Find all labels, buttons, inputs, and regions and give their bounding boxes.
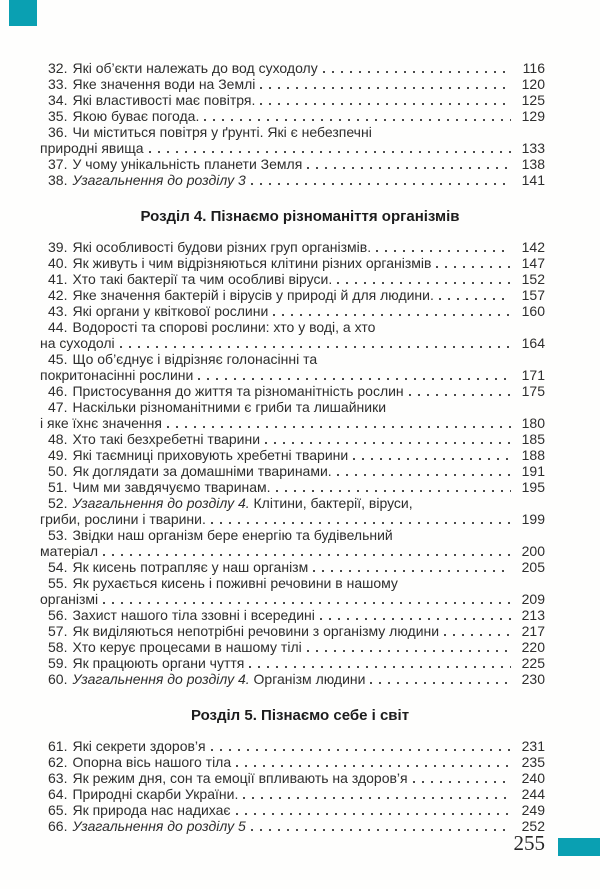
entry-number: 52. (48, 495, 68, 511)
entry-number: 46. (48, 383, 68, 399)
entry-title: Узагальнення до розділу 5 (72, 818, 246, 834)
dot-leader (307, 167, 511, 169)
entry-title: Які секрети здоров’я (72, 738, 206, 754)
toc-entry-line (40, 786, 545, 802)
entry-title: Хто такі бактерії та чим особливі віруси. (72, 271, 333, 287)
entry-title: і яке їхнє значення (40, 415, 162, 431)
dot-leader (273, 314, 511, 316)
entry-title: Які органи у квіткової рослини (72, 303, 269, 319)
toc-entry-line (40, 591, 545, 607)
toc-entry-line (40, 335, 545, 351)
entry-title: гриби, рослини і тварини. (40, 511, 206, 527)
dot-leader (337, 474, 511, 476)
dot-leader (307, 650, 511, 652)
entry-page-ref: 147 (521, 255, 545, 271)
page-number: 255 (513, 831, 545, 855)
entry-title: Як доглядати за домашніми тваринами. (72, 463, 332, 479)
toc-entry-line (40, 271, 545, 287)
dot-leader (353, 458, 511, 460)
entry-title: Які особливості будови різних груп організмів. (72, 239, 372, 255)
entry-number: 38. (48, 172, 68, 188)
entry-title: Як рухається кисень і поживні речовини в нашому (72, 575, 398, 591)
dot-leader (323, 71, 511, 73)
entry-title: Якою буває погода. (72, 108, 200, 124)
entry-page-ref: 230 (521, 671, 545, 687)
entry-page-ref: 249 (521, 802, 545, 818)
toc-entry-line (40, 76, 545, 92)
entry-number: 55. (48, 575, 68, 591)
entry-page-ref: 200 (521, 543, 545, 559)
entry-number: 54. (48, 559, 68, 575)
dot-leader (251, 829, 511, 831)
entry-page-ref: 188 (521, 447, 545, 463)
entry-page-ref: 244 (521, 786, 545, 802)
entry-page-ref: 171 (521, 367, 545, 383)
toc-entry-line (40, 655, 545, 671)
dot-leader (439, 298, 511, 300)
entry-title: матеріал (40, 543, 98, 559)
entry-page-ref: 180 (521, 415, 545, 431)
entry-number: 61. (48, 738, 68, 754)
entry-page-ref: 209 (521, 591, 545, 607)
dot-leader (120, 346, 511, 348)
entry-title: Природні скарби України. (72, 786, 239, 802)
toc-entry-line (40, 92, 545, 108)
toc-entry-line (40, 239, 545, 255)
dot-leader (413, 781, 511, 783)
entry-number: 42. (48, 287, 68, 303)
entry-title: Звідки наш організм бере енергію та будівельний (72, 527, 393, 543)
entry-number: 44. (48, 319, 68, 335)
entry-title: Узагальнення до розділу 4. Клітини, бактерії, віруси, (72, 495, 413, 511)
entry-number: 32. (48, 60, 68, 76)
entry-page-ref: 116 (522, 60, 545, 76)
entry-page-ref: 185 (521, 431, 545, 447)
entry-page-ref: 199 (521, 511, 545, 527)
entry-page-ref: 142 (521, 239, 545, 255)
entry-title: Яке значення води на Землі (72, 76, 256, 92)
entry-number: 64. (48, 786, 68, 802)
entry-number: 41. (48, 271, 68, 287)
entry-page-ref: 217 (521, 623, 545, 639)
entry-number: 51. (48, 479, 68, 495)
entry-title: Опорна вісь нашого тіла (72, 754, 232, 770)
dot-leader (204, 119, 511, 121)
dot-leader (444, 634, 511, 636)
entry-page-ref: 220 (521, 639, 545, 655)
entry-title: Наскільки різноманітними є гриби та лишайники (72, 399, 387, 415)
entry-page-ref: 141 (521, 172, 545, 188)
entry-page-ref: 120 (521, 76, 545, 92)
section-heading: Розділ 4. Пізнаємо різноманіття організмів (140, 208, 460, 225)
toc-entry-line (40, 527, 545, 543)
entry-title: Узагальнення до розділу 3 (72, 172, 246, 188)
toc-entry-line (40, 399, 545, 415)
entry-page-ref: 152 (521, 271, 545, 287)
dot-leader (103, 554, 511, 556)
entry-title: Хто такі безхребетні тварини (72, 431, 261, 447)
entry-title: Як кисень потрапляє у наш організм (72, 559, 309, 575)
dot-leader (211, 522, 511, 524)
entry-title: Як працюють органи чуття (72, 655, 245, 671)
entry-number: 58. (48, 639, 68, 655)
dot-leader (436, 266, 511, 268)
toc-entry-line (40, 303, 545, 319)
toc-entry-line (40, 431, 545, 447)
entry-number: 43. (48, 303, 68, 319)
entry-title: Хто керує процесами в нашому тілі (72, 639, 302, 655)
entry-page-ref: 225 (521, 655, 545, 671)
dot-leader (276, 490, 511, 492)
dot-leader (236, 813, 511, 815)
dot-leader (260, 103, 511, 105)
entry-page-ref: 175 (521, 383, 545, 399)
dot-leader (260, 87, 511, 89)
entry-number: 48. (48, 431, 68, 447)
toc-entry-line (40, 770, 545, 786)
toc-entry-line (40, 738, 545, 754)
entry-title: Що об’єднує і відрізняє голонасінні та (72, 351, 318, 367)
entry-title: природні явища (40, 140, 144, 156)
toc-entry-line (40, 559, 545, 575)
toc-entry-line (40, 351, 545, 367)
entry-title: Водорості та спорові рослини: хто у воді, а хто (72, 319, 376, 335)
dot-leader (103, 602, 511, 604)
dot-leader (236, 765, 511, 767)
entry-title: Захист нашого тіла ззовні і всередині (72, 607, 315, 623)
entry-page-ref: 138 (521, 156, 545, 172)
toc-entry-line (40, 511, 545, 527)
entry-number: 57. (48, 623, 68, 639)
toc-entry-line (40, 156, 545, 172)
toc-entry-line (40, 415, 545, 431)
dot-leader (409, 394, 511, 396)
entry-title: Які об’єкти належать до вод суходолу (72, 60, 318, 76)
toc-entry-line (40, 287, 545, 303)
dot-leader (198, 378, 511, 380)
entry-page-ref: 240 (521, 770, 545, 786)
entry-title: Як режим дня, сон та емоції впливають на здоров’я (72, 770, 408, 786)
dot-leader (376, 250, 511, 252)
entry-number: 60. (48, 671, 68, 687)
toc-entry-line (40, 543, 545, 559)
footer-accent-bar (558, 838, 600, 856)
entry-title: покритонасінні рослини (40, 367, 194, 383)
toc-entry-line (40, 607, 545, 623)
toc-entry-line (40, 639, 545, 655)
toc-entry-line (40, 802, 545, 818)
entry-page-ref: 231 (521, 738, 545, 754)
toc-entry-line (40, 623, 545, 639)
toc-entry-line (40, 818, 545, 834)
toc-entry-line (40, 479, 545, 495)
entry-number: 53. (48, 527, 68, 543)
toc-entry-line (40, 319, 545, 335)
toc-entry-line (40, 60, 545, 76)
toc-entry-line (40, 255, 545, 271)
entry-number: 33. (48, 76, 68, 92)
entry-number: 47. (48, 399, 68, 415)
dot-leader (251, 183, 511, 185)
entry-number: 62. (48, 754, 68, 770)
entry-number: 50. (48, 463, 68, 479)
dot-leader (167, 426, 511, 428)
toc-entry-line (40, 140, 545, 156)
toc-entry-line (40, 447, 545, 463)
entry-page-ref: 129 (521, 108, 545, 124)
entry-page-ref: 195 (521, 479, 545, 495)
toc-entry-line (40, 108, 545, 124)
entry-number: 65. (48, 802, 68, 818)
entry-page-ref: 160 (521, 303, 545, 319)
dot-leader (337, 282, 511, 284)
entry-title: Як природа нас надихає (72, 802, 231, 818)
toc-entry-line (40, 172, 545, 188)
entry-title: Як живуть і чим відрізняються клітини різних організмів (72, 255, 432, 271)
entry-number: 49. (48, 447, 68, 463)
toc-entry-line (40, 383, 545, 399)
dot-leader (313, 570, 511, 572)
entry-title: Які властивості має повітря. (72, 92, 256, 108)
entry-page-ref: 157 (521, 287, 545, 303)
entry-page-ref: 213 (521, 607, 545, 623)
toc-entry-line (40, 463, 545, 479)
entry-page-ref: 125 (521, 92, 545, 108)
entry-title: на суходолі (40, 335, 115, 351)
toc-entry-line (40, 575, 545, 591)
toc-entry-line (40, 124, 545, 140)
entry-page-ref: 235 (521, 754, 545, 770)
entry-title: Чи міститься повітря у ґрунті. Які є небезпечні (72, 124, 372, 140)
dot-leader (320, 618, 511, 620)
entry-number: 40. (48, 255, 68, 271)
entry-number: 39. (48, 239, 68, 255)
entry-title: Пристосування до життя та різноманітність рослин (72, 383, 404, 399)
dot-leader (243, 797, 511, 799)
entry-page-ref: 205 (521, 559, 545, 575)
entry-title: організмі (40, 591, 99, 607)
entry-number: 66. (48, 818, 68, 834)
entry-page-ref: 133 (521, 140, 545, 156)
dot-leader (211, 749, 511, 751)
entry-number: 63. (48, 770, 68, 786)
entry-page-ref: 252 (521, 818, 545, 834)
toc-entry-line (40, 754, 545, 770)
entry-number: 35. (48, 108, 68, 124)
dot-leader (370, 682, 511, 684)
entry-title: Чим ми завдячуємо тваринам. (72, 479, 271, 495)
entry-page-ref: 164 (521, 335, 545, 351)
toc-entry-line (40, 671, 545, 687)
dot-leader (265, 442, 511, 444)
entry-title: Яке значення бактерій і вірусів у природі й для людини. (72, 287, 434, 303)
section-heading: Розділ 5. Пізнаємо себе і світ (190, 707, 410, 724)
entry-title: Узагальнення до розділу 4. Організм людини (72, 671, 366, 687)
toc-entry-line (40, 367, 545, 383)
entry-title: Які таємниці приховують хребетні тварини (72, 447, 349, 463)
dot-leader (149, 151, 512, 153)
entry-number: 36. (48, 124, 68, 140)
toc-entry-line (40, 495, 545, 511)
entry-number: 56. (48, 607, 68, 623)
entry-page-ref: 191 (521, 463, 545, 479)
entry-number: 45. (48, 351, 68, 367)
entry-number: 37. (48, 156, 68, 172)
dot-leader (249, 666, 511, 668)
entry-number: 34. (48, 92, 68, 108)
entry-title: У чому унікальність планети Земля (72, 156, 303, 172)
entry-title: Як виділяються непотрібні речовини з організму людини (72, 623, 440, 639)
entry-number: 59. (48, 655, 68, 671)
